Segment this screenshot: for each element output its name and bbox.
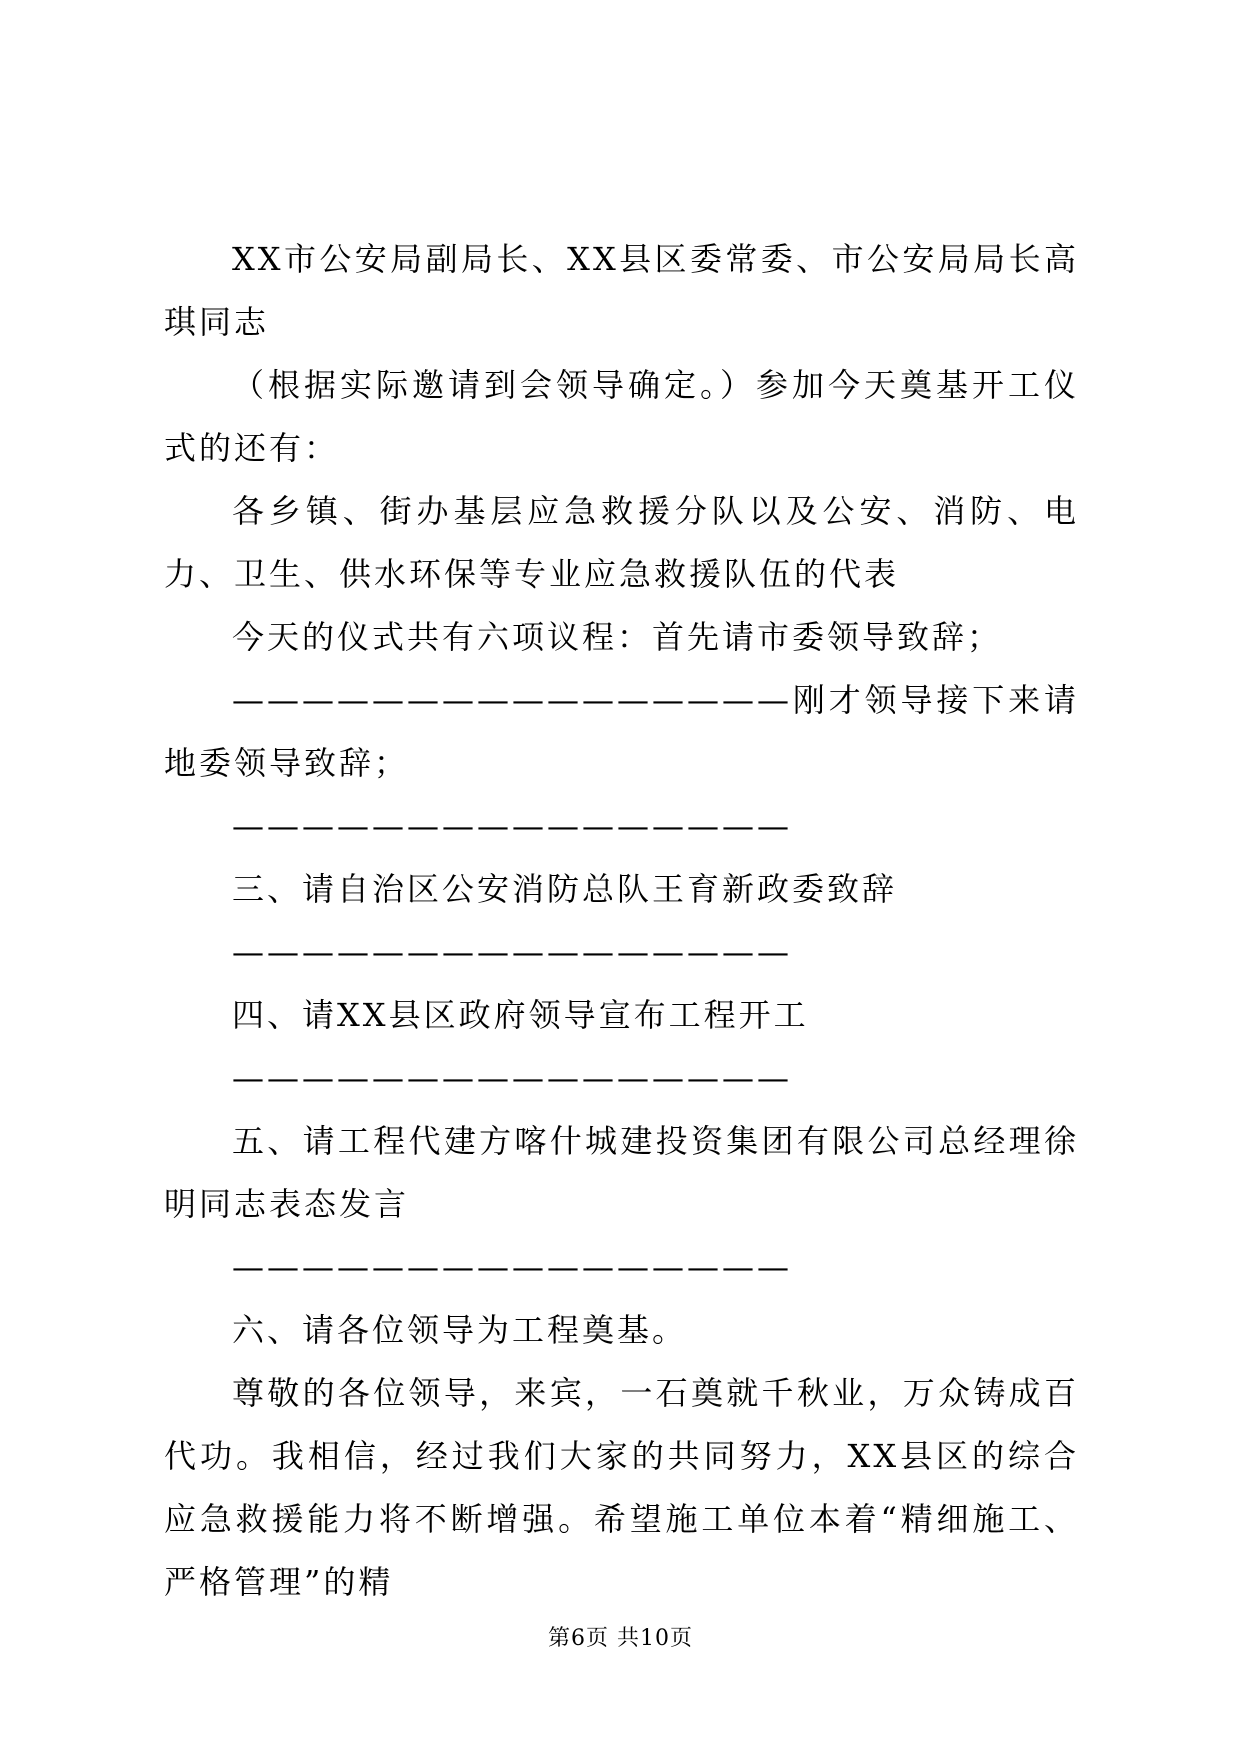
paragraph-attendee-teams: 各乡镇、街办基层应急救援分队以及公安、消防、电力、卫生、供水环保等专业应急救援队伍的代表: [164, 492, 1079, 593]
page-footer: 第6页 共10页: [548, 1626, 693, 1651]
paragraph-closing-remarks: 尊敬的各位领导，来宾，一石奠就千秋业，万众铸成百代功。我相信，经过我们大家的共同努力，XX县区的综合应急救援能力将不断增强。希望施工单位本着“精细施工、严格管理”的精: [164, 1374, 1079, 1601]
paragraph-attendee-leader: XX市公安局副局长、XX县区委常委、市公安局局长高琪同志: [164, 240, 1079, 341]
dash-separator-4: ————————————————: [232, 1248, 792, 1286]
dash-separator-2: ————————————————: [232, 933, 792, 971]
document-body: [164, 228, 1079, 1614]
dash-separator-3: ————————————————: [232, 1059, 792, 1097]
paragraph-agenda-item-6: 六、请各位领导为工程奠基。: [232, 1311, 688, 1349]
paragraph-agenda-item-4: 四、请XX县区政府领导宣布工程开工: [232, 996, 809, 1034]
dash-separator-1: ————————————————: [232, 807, 792, 845]
paragraph-agenda-item-2: ————————————————刚才领导接下来请地委领导致辞；: [164, 681, 1079, 782]
paragraph-attendees-note: （根据实际邀请到会领导确定。）参加今天奠基开工仪式的还有：: [164, 366, 1079, 467]
paragraph-agenda-intro: 今天的仪式共有六项议程：首先请市委领导致辞；: [232, 618, 1003, 656]
paragraph-agenda-item-5: 五、请工程代建方喀什城建投资集团有限公司总经理徐明同志表态发言: [164, 1122, 1079, 1223]
paragraph-agenda-item-3: 三、请自治区公安消防总队王育新政委致辞: [232, 870, 898, 908]
